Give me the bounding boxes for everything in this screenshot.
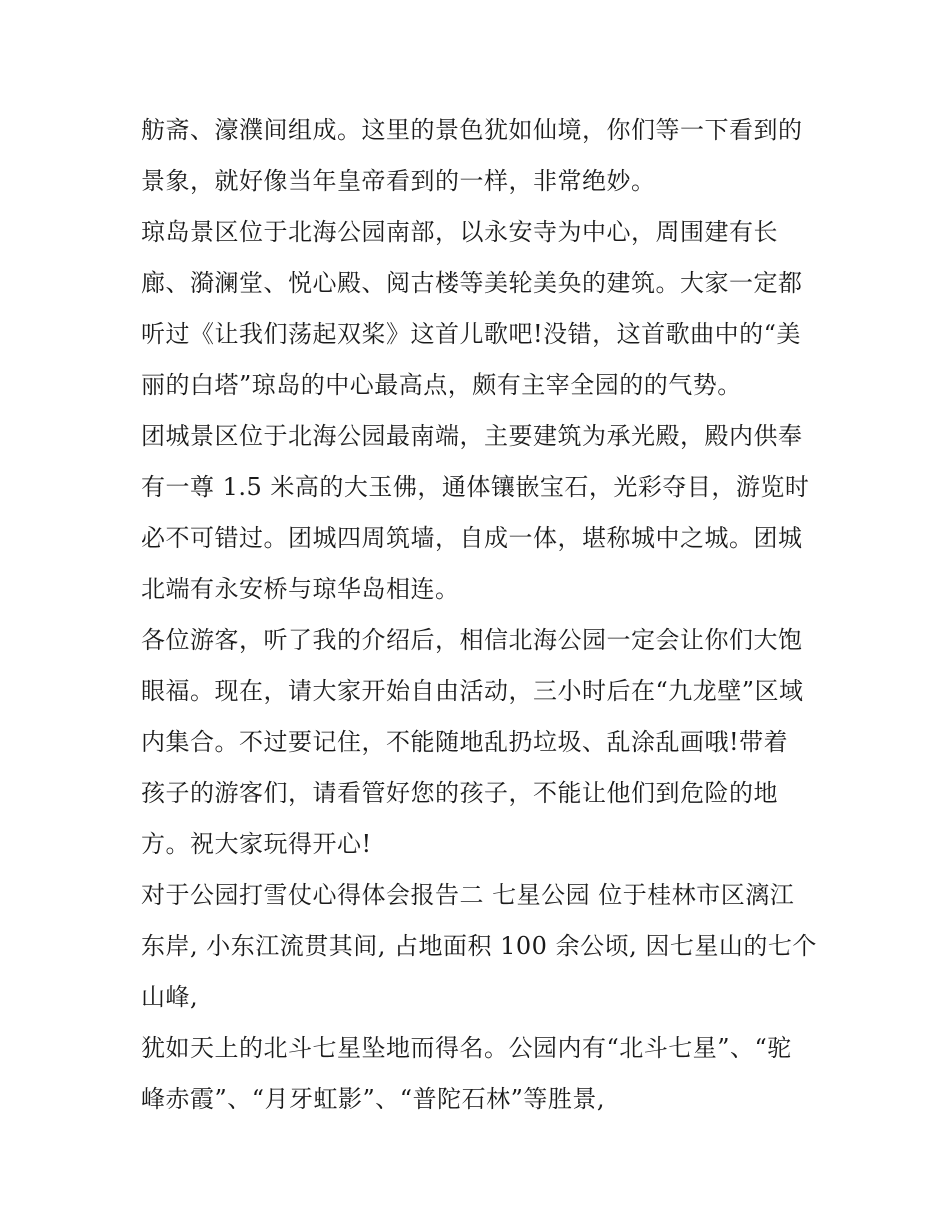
text-line: 东岸, 小东江流贯其间, 占地面积 100 余公顷, 因七星山的七个 xyxy=(141,932,817,960)
text-line: 北端有永安桥与琼华岛相连。 xyxy=(141,575,460,603)
text-line: 丽的白塔”琼岛的中心最高点，颇有主宰全园的的气势。 xyxy=(141,371,742,399)
text-line: 各位游客，听了我的介绍后，相信北海公园一定会让你们大饱 xyxy=(141,626,803,654)
text-line: 对于公园打雪仗心得体会报告二 七星公园 位于桂林市区漓江 xyxy=(141,881,795,909)
text-line: 方。祝大家玩得开心! xyxy=(141,830,372,858)
text-line: 犹如天上的北斗七星坠地而得名。公园内有“北斗七星”、“驼 xyxy=(141,1034,792,1062)
text-line: 内集合。不过要记住，不能随地乱扔垃圾、乱涂乱画哦!带着 xyxy=(141,728,789,756)
text-line: 琼岛景区位于北海公园南部，以永安寺为中心，周围建有长 xyxy=(141,218,778,246)
text-line: 峰赤霞”、“月牙虹影”、“普陀石林”等胜景, xyxy=(141,1085,605,1113)
text-line: 舫斋、濠濮间组成。这里的景色犹如仙境，你们等一下看到的 xyxy=(141,116,803,144)
text-line: 孩子的游客们，请看管好您的孩子，不能让他们到危险的地 xyxy=(141,779,778,807)
text-line: 团城景区位于北海公园最南端，主要建筑为承光殿，殿内供奉 xyxy=(141,422,803,450)
text-line: 景象，就好像当年皇帝看到的一样，非常绝妙。 xyxy=(141,167,656,195)
text-line: 廊、漪澜堂、悦心殿、阅古楼等美轮美奂的建筑。大家一定都 xyxy=(141,269,803,297)
text-line: 山峰, xyxy=(141,983,199,1011)
text-line: 有一尊 1.5 米高的大玉佛，通体镶嵌宝石，光彩夺目，游览时 xyxy=(141,473,810,501)
text-line: 眼福。现在，请大家开始自由活动，三小时后在“九龙壁”区域 xyxy=(141,677,804,705)
text-line: 必不可错过。团城四周筑墙，自成一体，堪称城中之城。团城 xyxy=(141,524,803,552)
text-line: 听过《让我们荡起双桨》这首儿歌吧!没错，这首歌曲中的“美 xyxy=(141,320,801,348)
body-text xyxy=(141,108,821,1128)
